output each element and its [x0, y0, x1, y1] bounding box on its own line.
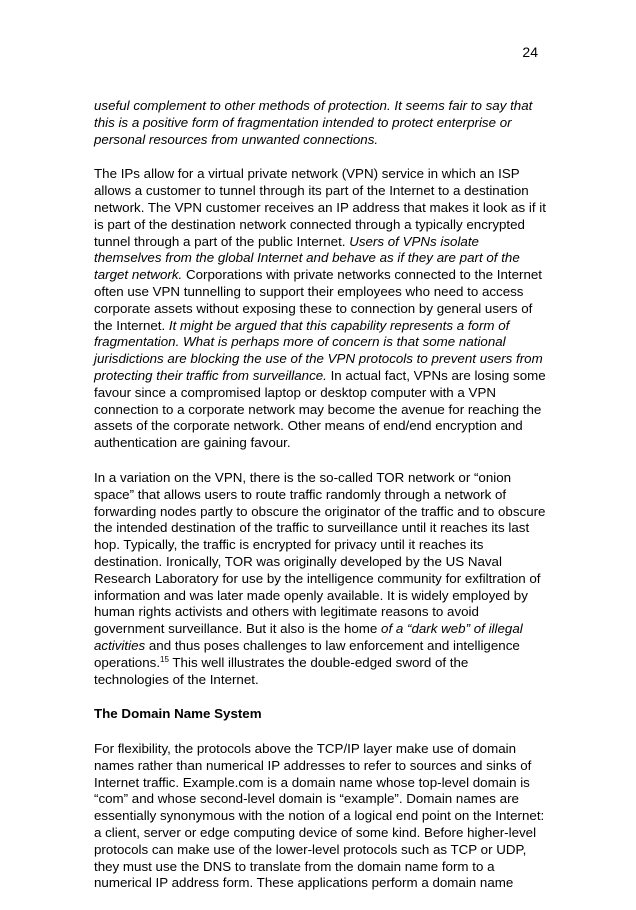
section-heading: The Domain Name System: [94, 706, 262, 722]
paragraph-text: The IPs allow for a virtual private network (VPN) service in which an ISP allows a customer to tunnel through its part of the Internet to a destination network. The VPN customer receives an IP address that makes it look as if it is part of the destination network connected through a typically encrypted tunnel through a part of the public Internet.: [94, 166, 546, 249]
paragraph-tor: [94, 470, 546, 688]
paragraph-text: In a variation on the VPN, there is the so-called TOR network or “onion space” that allows users to route traffic randomly through a network of forwarding nodes partly to obscure the originator of the traffic and to obscure the intended destination of the traffic to surveillance until it reaches its last hop. Typically, the traffic is encrypted for privacy until it reaches its destination. Ironically, TOR was originally developed by the US Naval Research Laboratory for use by the intelligence community for exfiltration of information and was later made openly available. It is widely employed by human rights activists and others with legitimate reasons to avoid government surveillance. But it also is the home: [94, 469, 546, 637]
paragraph-text: This well illustrates the double-edged sword of the technologies of the Internet.: [94, 654, 469, 687]
paragraph-text: and thus poses challenges to law enforcement and intelligence operations.: [94, 637, 520, 670]
italic-text: It might be argued that this capability represents a form of fragmentation. What is perhaps more of concern is that some national jurisdictions are blocking the use of the VPN protocols to prevent users from protecting their traffic from surveillance.: [94, 317, 543, 383]
paragraph-text: Corporations with private networks connected to the Internet often use VPN tunnelling to support their employees who need to access corporate assets without exposing these to connection by general users of the Internet.: [94, 267, 542, 333]
document-body: [94, 98, 546, 910]
page-number: 24: [522, 44, 538, 60]
italic-text: useful complement to other methods of protection. It seems fair to say that this is a positive form of fragmentation intended to protect enterprise or personal resources from unwanted connections.: [94, 98, 533, 147]
paragraph-text: In actual fact, VPNs are losing some favour since a compromised laptop or desktop computer with a VPN connection to a corporate network may become the avenue for reaching the assets of the corporate network. Other means of end/end encryption and authentication are gaining favour.: [94, 367, 546, 451]
italic-text: of a “dark web” of illegal activities: [94, 621, 523, 653]
footnote-marker[interactable]: 15: [160, 654, 169, 664]
italic-text: Users of VPNs isolate themselves from the global Internet and behave as if they are part of the target network.: [94, 233, 520, 283]
paragraph-dns: [94, 741, 546, 892]
paragraph-protection-summary: [94, 98, 546, 148]
paragraph-vpn: [94, 166, 546, 452]
paragraph-text: For flexibility, the protocols above the TCP/IP layer make use of domain names rather than numerical IP addresses to refer to sources and sinks of Internet traffic. Example.com is a domain name whose top-level domain is “com” and whose second-level domain is “example”. Domain names are essentially synonymous with the notion of a logical end point on the Internet: a client, server or edge computing device of some kind. Before higher-level protocols can make use of the lower-level protocols such as TCP or UDP, they must use the DNS to translate from the domain name form to a numerical IP address form. These applications perform a domain name: [94, 741, 545, 891]
